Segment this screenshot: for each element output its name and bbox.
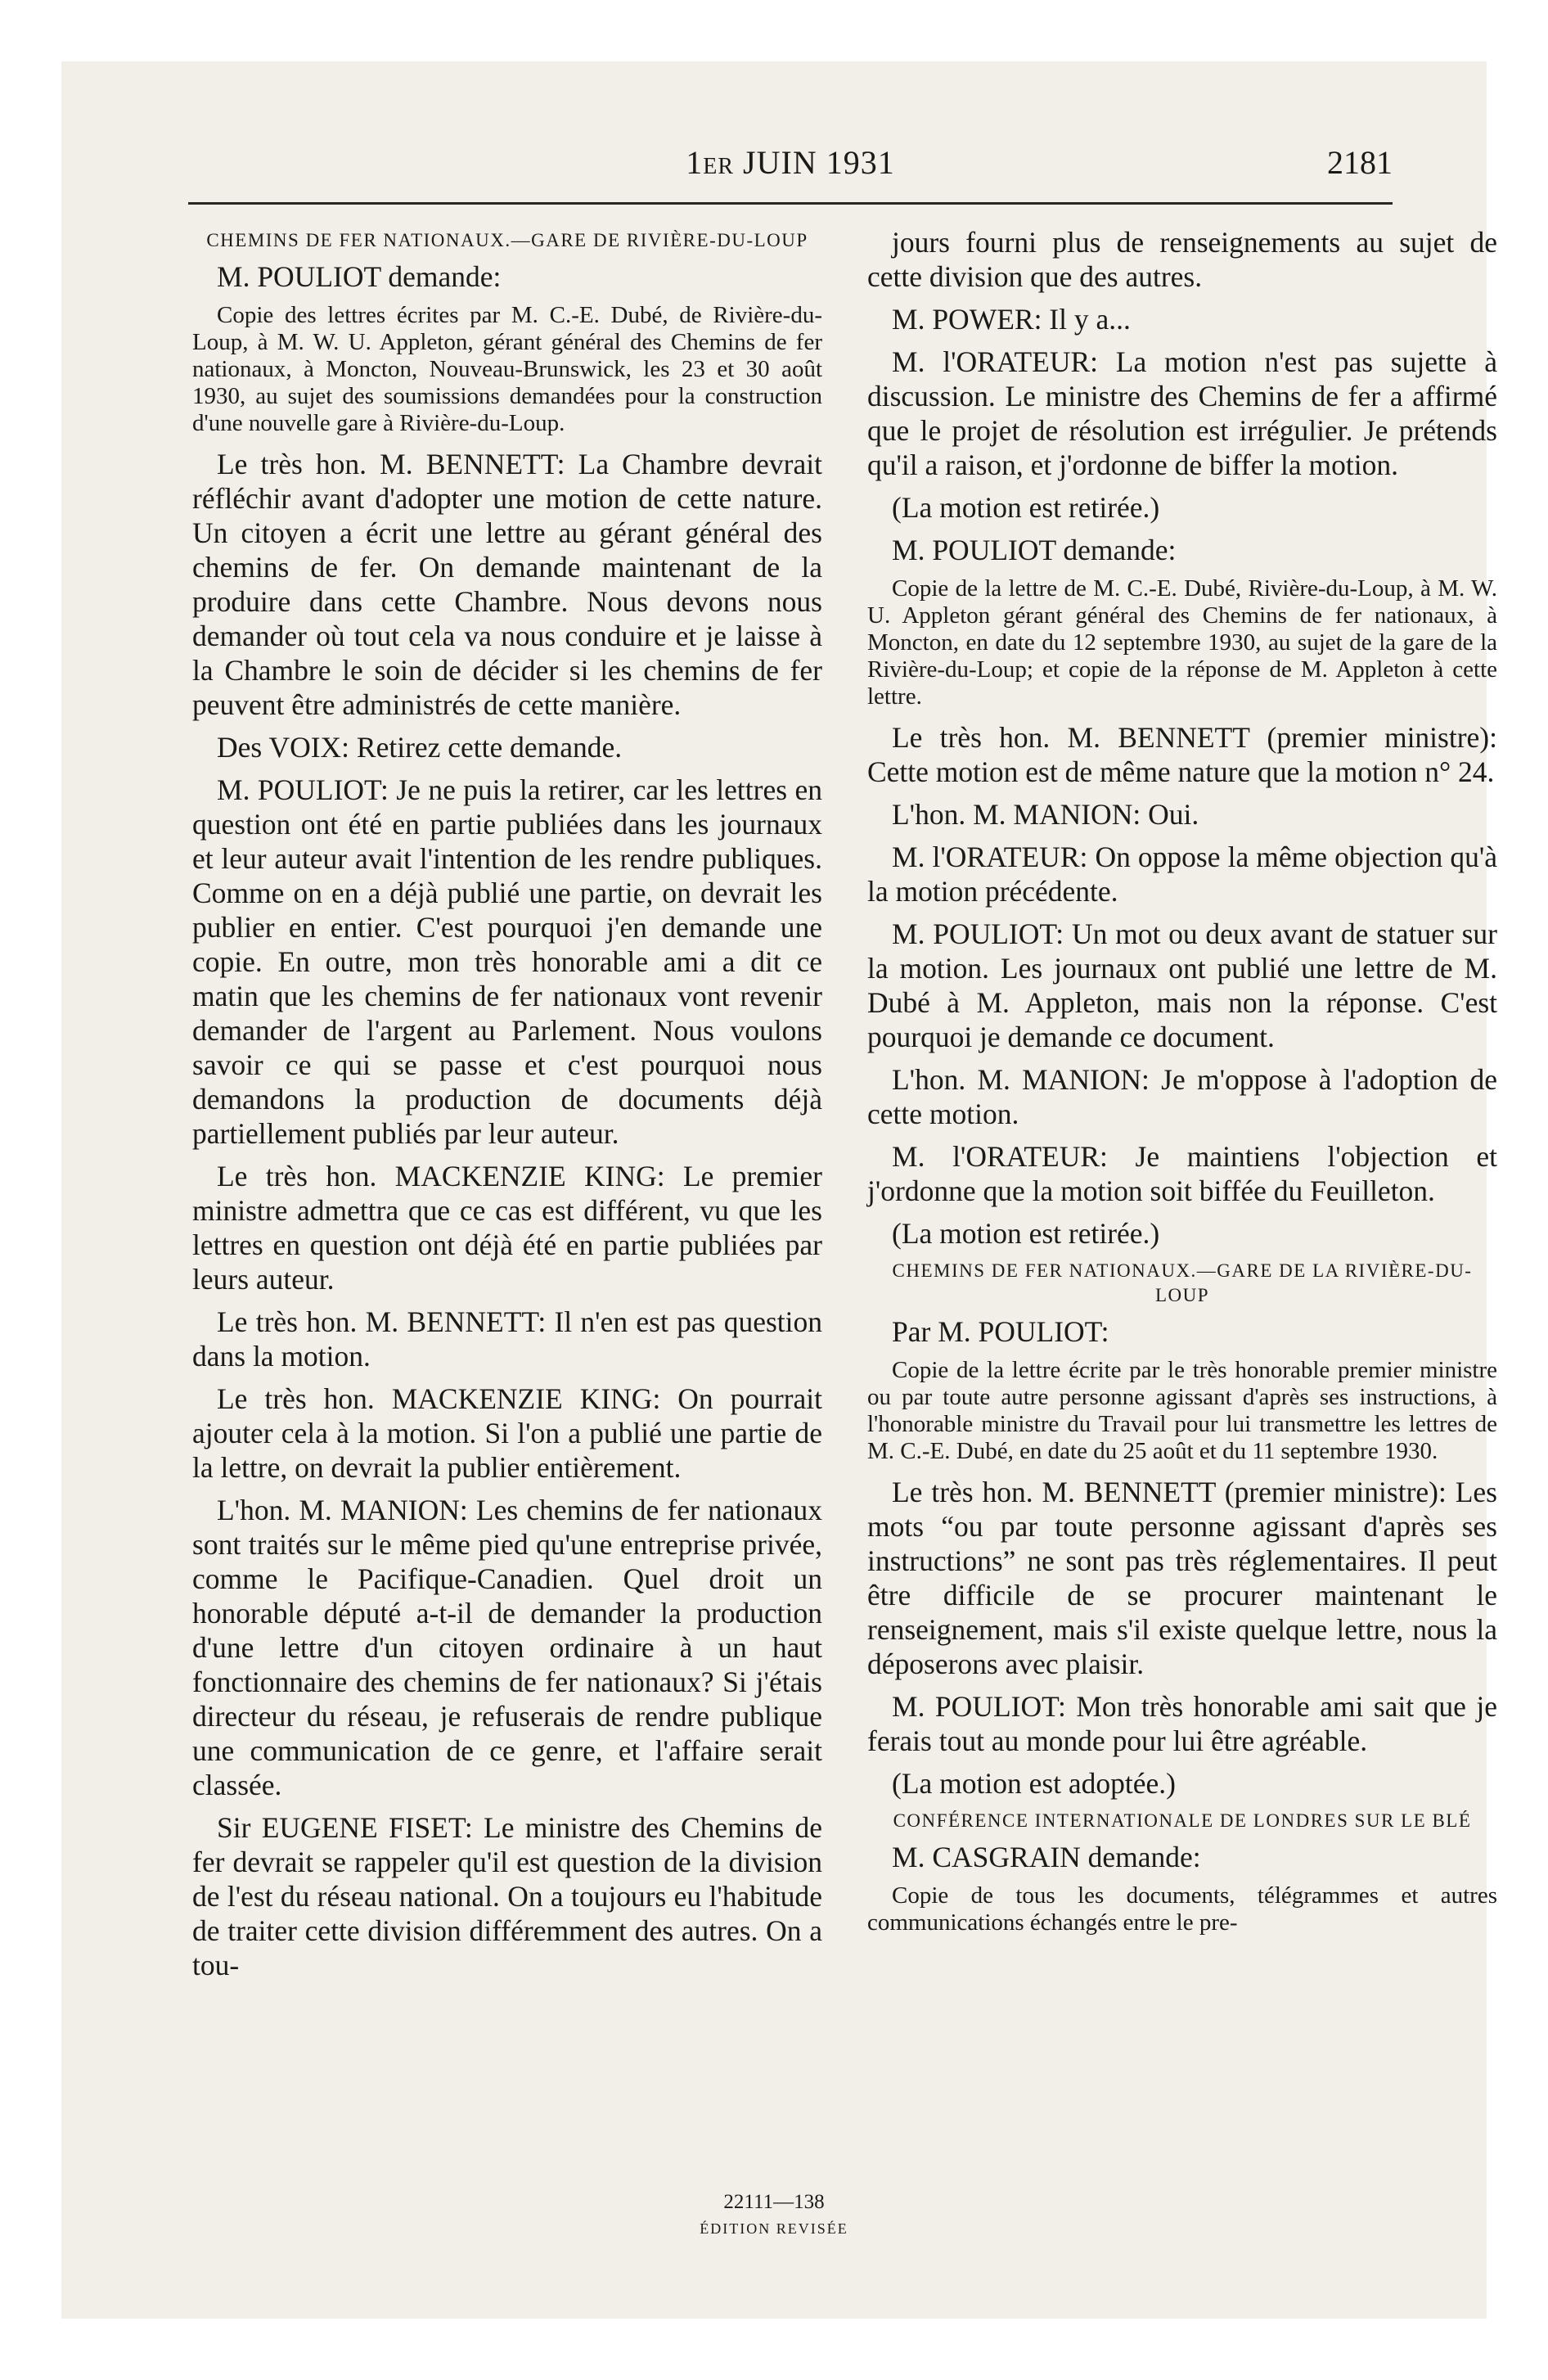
left-paragraph: L'hon. M. MANION: Les chemins de fer nationaux sont traités sur le même pied qu'une entreprise privée, comme le Pacifique-Canadien. Quel droit un honorable député a-t-il de demander la production d'une lettre d'un citoyen ordinaire à un haut fonctionnaire des chemins de fer nationaux? Si j'étais directeur du réseau, je refuserais de rendre publique une communication de ce genre, et l'affaire serait classée. — [192, 1494, 822, 1801]
left-paragraph: Le très hon. MACKENZIE KING: On pourrait ajouter cela à la motion. Si l'on a publié une partie de la lettre, on devrait la publier entièrement. — [192, 1382, 822, 1484]
date-prefix: 1 — [686, 144, 704, 181]
right-paragraph: (La motion est adoptée.) — [892, 1767, 1176, 1800]
right-paragraph: Par M. POULIOT: — [892, 1315, 1109, 1348]
page-number: 2181 — [1327, 144, 1393, 181]
right-paragraph: Le très hon. M. BENNETT (premier ministre): Cette motion est de même nature que la motion n° 24. — [867, 721, 1497, 788]
page-footer — [61, 2189, 1487, 2242]
right-paragraph: M. POWER: Il y a... — [892, 303, 1131, 336]
right-motion-text: Copie de la lettre de M. C.-E. Dubé, Rivière-du-Loup, à M. W. U. Appleton gérant général des Chemins de fer nationaux, à Moncton, en date du 12 septembre 1930, au sujet de la gare de la Rivière-du-Loup; et copie de la réponse de M. Appleton à cette lettre. — [867, 575, 1497, 710]
right-paragraph: M. POULIOT demande: — [892, 534, 1177, 566]
right-section-heading: CHEMINS DE FER NATIONAUX.—GARE DE LA RIVIÈRE-DU-LOUP — [892, 1260, 1473, 1305]
right-paragraph: M. POULIOT: Un mot ou deux avant de statuer sur la motion. Les journaux ont publié une lettre de M. Dubé à M. Appleton, mais non la réponse. C'est pourquoi je demande ce document. — [867, 917, 1497, 1053]
left-paragraph: Le très hon. M. BENNETT: La Chambre devrait réfléchir avant d'adopter une motion de cette nature. Un citoyen a écrit une lettre au gérant général des chemins de fer. On demande maintenant de la produire dans cette Chambre. Nous devons nous demander où tout cela va nous conduire et je laisse à la Chambre le soin de décider si les chemins de fer peuvent être administrés de cette manière. — [192, 448, 822, 721]
right-paragraph: M. CASGRAIN demande: — [892, 1841, 1201, 1873]
left-motion-text: Copie des lettres écrites par M. C.-E. Dubé, de Rivière-du-Loup, à M. W. U. Appleton, gérant général des Chemins de fer nationaux, à Moncton, Nouveau-Brunswick, les 23 et 30 août 1930, au sujet des soumissions demandées pour la construction d'une nouvelle gare à Rivière-du-Loup. — [192, 302, 822, 436]
left-column — [192, 225, 822, 1990]
right-paragraph: (La motion est retirée.) — [892, 491, 1160, 524]
left-paragraph: Le très hon. MACKENZIE KING: Le premier ministre admettra que ce cas est différent, vu que les lettres en question ont déjà été en partie publiées par leurs auteur. — [192, 1160, 822, 1296]
scanned-page — [61, 61, 1497, 2319]
date-rest: JUIN 1931 — [734, 144, 895, 181]
right-column — [867, 225, 1497, 1946]
right-paragraph: M. l'ORATEUR: On oppose la même objection qu'à la motion précédente. — [867, 841, 1497, 908]
right-motion-text: Copie de la lettre écrite par le très honorable premier ministre ou par toute autre personne agissant d'après ses instructions, à l'honorable ministre du Travail pour lui transmettre les lettres de M. C.-E. Dubé, en date du 25 août et du 11 septembre 1930. — [867, 1357, 1497, 1464]
right-section-heading: CONFÉRENCE INTERNATIONALE DE LONDRES SUR LE BLÉ — [893, 1810, 1472, 1831]
page-header — [188, 143, 1393, 192]
right-paragraph: Le très hon. M. BENNETT (premier ministre): Les mots “ou par toute personne agissant d'après ses instructions” ne sont pas très réglementaires. Il peut être difficile de se procurer maintenant le renseignement, mais s'il existe quelque lettre, nous la déposerons avec plaisir. — [867, 1476, 1497, 1680]
date-superscript: ER — [703, 154, 735, 179]
left-section-heading: CHEMINS DE FER NATIONAUX.—GARE DE RIVIÈRE-DU-LOUP — [206, 230, 808, 250]
left-paragraph: Des VOIX: Retirez cette demande. — [217, 731, 623, 764]
footer-edition: ÉDITION REVISÉE — [700, 2220, 848, 2237]
right-motion-text: Copie de tous les documents, télégrammes et autres communications échangés entre le pre- — [867, 1882, 1497, 1936]
right-paragraph: L'hon. M. MANION: Je m'oppose à l'adoption de cette motion. — [867, 1063, 1497, 1130]
left-paragraph: M. POULIOT: Je ne puis la retirer, car les lettres en question ont été en partie publiées dans les journaux et leur auteur avait l'intention de les rendre publiques. Comme on en a déjà publié une partie, on devrait les publier en entier. C'est pourquoi j'en demande une copie. En outre, mon très honorable ami a dit ce matin que les chemins de fer nationaux vont revenir demander de l'argent au Parlement. Nous voulons savoir ce qui se passe et c'est pourquoi nous demandons la production de documents déjà partiellement publiés par leur auteur. — [192, 773, 822, 1150]
footer-code: 22111—138 — [723, 2191, 825, 2213]
header-rule — [188, 202, 1393, 205]
header-date — [188, 143, 1393, 182]
right-paragraph: M. POULIOT: Mon très honorable ami sait que je ferais tout au monde pour lui être agréable. — [867, 1690, 1497, 1757]
right-paragraph: jours fourni plus de renseignements au sujet de cette division que des autres. — [867, 226, 1497, 293]
right-paragraph: M. l'ORATEUR: La motion n'est pas sujette à discussion. Le ministre des Chemins de fer a affirmé que le projet de résolution est irrégulier. Je prétends qu'il a raison, et j'ordonne de biffer la motion. — [867, 345, 1497, 481]
left-paragraph: Le très hon. M. BENNETT: Il n'en est pas question dans la motion. — [192, 1305, 822, 1373]
right-paragraph: M. l'ORATEUR: Je maintiens l'objection et j'ordonne que la motion soit biffée du Feuilleton. — [867, 1140, 1497, 1207]
left-paragraph: M. POULIOT demande: — [217, 260, 502, 293]
right-paragraph: L'hon. M. MANION: Oui. — [892, 798, 1199, 831]
left-paragraph: Sir EUGENE FISET: Le ministre des Chemins de fer devrait se rappeler qu'il est question de la division de l'est du réseau national. On a toujours eu l'habitude de traiter cette division différemment des autres. On a tou- — [192, 1811, 822, 1981]
right-paragraph: (La motion est retirée.) — [892, 1217, 1160, 1250]
